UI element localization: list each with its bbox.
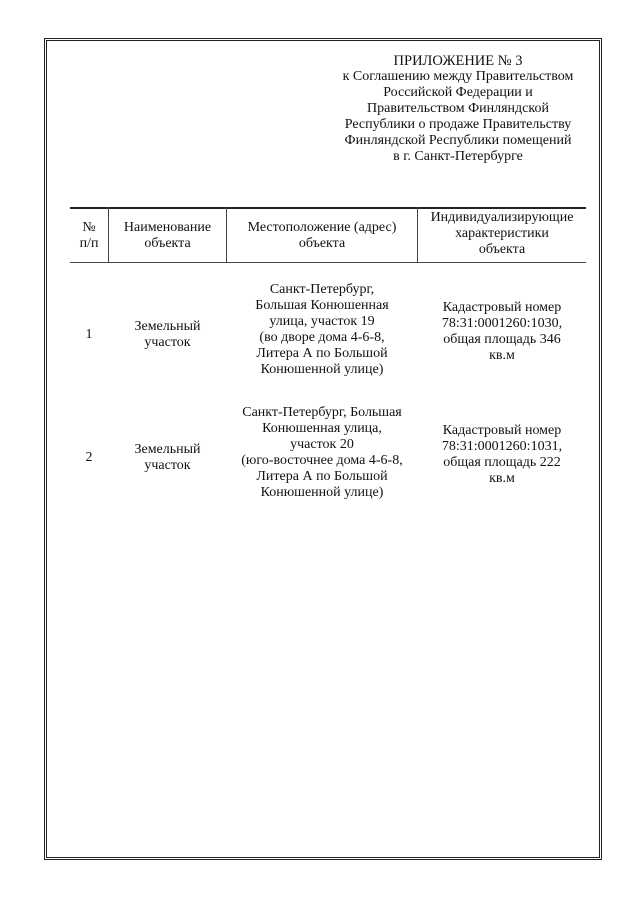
table-top-rule <box>70 207 586 209</box>
row-address: Санкт-Петербург, Большая Конюшенная улица, участок 19 (во дворе дома 4-6-8, Литера А по Большой Конюшенной улице) <box>255 282 389 377</box>
row-details: Кадастровый номер 78:31:0001260:1030, общая площадь 346 кв.м <box>441 300 563 363</box>
row-object-name: Земельный участок <box>134 442 201 473</box>
row-object-name: Земельный участок <box>134 319 201 350</box>
table-header-rule <box>70 262 586 263</box>
row-number: 2 <box>85 450 93 465</box>
header-object-name: Наименование объекта <box>123 220 212 251</box>
header-line: в г. Санкт-Петербурге <box>393 149 523 164</box>
table-row <box>70 405 586 515</box>
header-location: Местоположение (адрес) объекта <box>247 220 397 251</box>
row-address: Санкт-Петербург, Большая Конюшенная улица, участок 20 (юго-восточнее дома 4-6-8, Литера А по Большой Конюшенной улице) <box>241 405 403 500</box>
header-line: Республики о продаже Правительству <box>344 117 572 132</box>
row-number: 1 <box>85 327 93 342</box>
appendix-header <box>318 53 598 165</box>
header-number: № п/п <box>79 220 99 251</box>
header-line: Финляндской Республики помещений <box>344 133 572 148</box>
row-details: Кадастровый номер 78:31:0001260:1031, общая площадь 222 кв.м <box>441 423 563 486</box>
header-line: Правительством Финляндской <box>367 101 549 116</box>
header-characteristics: Индивидуализирующие характеристики объекта <box>430 210 574 257</box>
table-header <box>70 207 586 263</box>
table-row <box>70 282 586 392</box>
header-line: к Соглашению между Правительством <box>342 69 574 84</box>
header-line: Российской Федерации и <box>383 85 533 100</box>
appendix-title: ПРИЛОЖЕНИЕ № 3 <box>393 53 523 69</box>
